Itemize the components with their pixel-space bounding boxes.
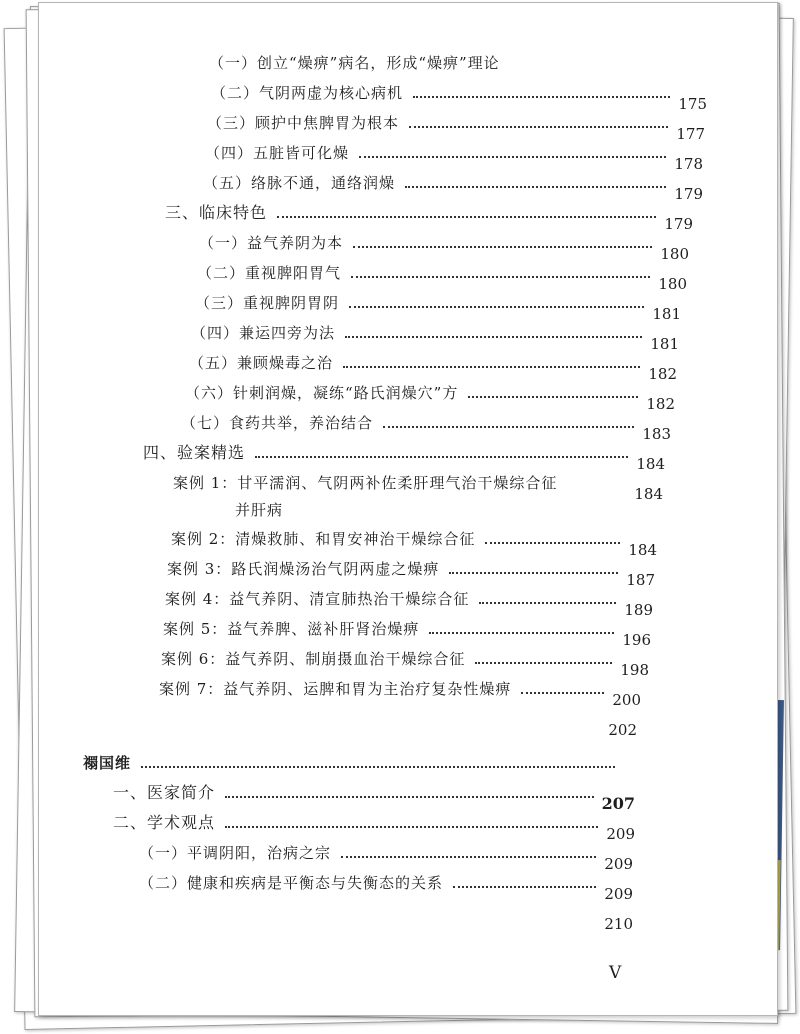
leader-dots [475, 662, 612, 664]
toc-entry-title: （二）气阴两虚为核心病机 [211, 84, 404, 102]
toc-entry-page: 198 [620, 661, 649, 679]
toc-entry-title: （二）健康和疾病是平衡态与失衡态的关系 [139, 874, 444, 892]
toc-entry-page: 181 [650, 335, 679, 353]
leader-dots [485, 542, 620, 544]
toc-entry-case [173, 469, 663, 503]
toc-entry-title: 案例 5：益气养脾、滋补肝肾治燥痹 [163, 620, 420, 638]
toc-entry-title: 四、验案精选 [143, 443, 246, 462]
toc-entry [185, 379, 675, 413]
leader-dots [255, 456, 628, 458]
leader-dots [351, 276, 650, 278]
leader-dots [359, 156, 666, 158]
table-of-contents [39, 3, 777, 1015]
toc-entry-page-only [139, 899, 633, 933]
toc-entry-title: （三）重视脾阴胃阴 [195, 294, 340, 312]
leader-dots [353, 246, 652, 248]
leader-dots [413, 96, 670, 98]
toc-entry-title: （一）平调阴阳，治病之宗 [139, 844, 332, 862]
toc-entry-title: 一、医家简介 [113, 783, 216, 802]
toc-entry-page: 180 [660, 245, 689, 263]
toc-entry-title: （四）五脏皆可化燥 [205, 144, 350, 162]
leader-dots [479, 602, 616, 604]
toc-entry [189, 349, 677, 383]
toc-entry-title: （五）络脉不通，通络润燥 [203, 174, 396, 192]
toc-entry-title: （四）兼运四旁为法 [191, 324, 336, 342]
toc-entry [139, 869, 633, 903]
leader-dots [349, 306, 644, 308]
toc-entry-title: （五）兼顾燥毒之治 [189, 354, 334, 372]
toc-entry [209, 49, 709, 73]
toc-entry-page: 178 [674, 155, 703, 173]
book-page [38, 2, 778, 1016]
toc-entry-page: 182 [646, 395, 675, 413]
leader-dots [521, 692, 604, 694]
toc-entry-title: 三、临床特色 [165, 203, 268, 222]
leader-dots [409, 126, 668, 128]
toc-entry-page: 202 [608, 721, 637, 739]
leader-dots [141, 766, 615, 768]
toc-entry [195, 289, 681, 323]
page-folio: V [609, 963, 622, 983]
toc-entry [197, 259, 687, 293]
toc-entry-case-page [159, 705, 637, 739]
toc-entry-case [167, 555, 655, 589]
toc-entry [181, 409, 671, 443]
toc-entry-page: 179 [674, 185, 703, 203]
toc-entry-case [159, 675, 641, 709]
toc-entry-section [143, 439, 665, 473]
toc-entry-page: 180 [658, 275, 687, 293]
leader-dots [468, 396, 638, 398]
toc-entry-page: 182 [648, 365, 677, 383]
toc-entry-title: 案例 2：清燥救肺、和胃安神治干燥综合征 [171, 530, 476, 548]
toc-entry-case [161, 645, 649, 679]
toc-entry [139, 839, 633, 873]
toc-entry-page: 209 [604, 885, 633, 903]
toc-entry-page: 181 [652, 305, 681, 323]
toc-entry-title: 案例 6：益气养阴、制崩摄血治干燥综合征 [161, 650, 466, 668]
toc-entry-title: （二）重视脾阳胃气 [197, 264, 342, 282]
leader-dots [343, 366, 640, 368]
toc-entry-page: 209 [606, 825, 635, 843]
leader-dots [277, 216, 656, 218]
toc-entry-page: 187 [626, 571, 655, 589]
toc-entry-case [163, 615, 651, 649]
toc-entry-page: 184 [634, 485, 663, 503]
toc-entry-page: 200 [612, 691, 641, 709]
toc-entry-page: 179 [664, 215, 693, 233]
toc-entry-section [113, 809, 635, 843]
leader-dots [429, 632, 614, 634]
leader-dots [449, 572, 618, 574]
toc-entry [207, 109, 705, 143]
toc-entry-title: 二、学术观点 [113, 813, 216, 832]
toc-entry-title: （一）益气养阴为本 [199, 234, 344, 252]
toc-entry-case [171, 525, 657, 559]
toc-entry-page: 189 [624, 601, 653, 619]
leader-dots [225, 826, 598, 828]
toc-entry-page: 183 [642, 425, 671, 443]
toc-entry-page: 207 [601, 794, 635, 813]
toc-entry-title: 案例 4：益气养阴、清宣肺热治干燥综合征 [165, 590, 470, 608]
toc-entry-physician [83, 749, 623, 773]
leader-dots [383, 426, 634, 428]
toc-entry [203, 169, 703, 203]
toc-entry-title: （六）针刺润燥，凝练“路氏润燥穴”方 [185, 384, 459, 402]
toc-entry-title: 案例 1：甘平濡润、气阴两补佐柔肝理气治干燥综合征 [173, 474, 558, 492]
toc-entry-page: 184 [636, 455, 665, 473]
toc-entry-title: 禤国维 [83, 754, 132, 772]
toc-entry-title: （三）顾护中焦脾胃为根本 [207, 114, 400, 132]
leader-dots [341, 856, 596, 858]
toc-entry-continuation: 并肝病 [235, 501, 284, 519]
toc-entry-page: 209 [604, 855, 633, 873]
toc-entry-title: 案例 7：益气养阴、运脾和胃为主治疗复杂性燥痹 [159, 680, 512, 698]
leader-dots [345, 336, 642, 338]
toc-entry-title: （一）创立“燥痹”病名，形成“燥痹”理论 [209, 54, 500, 72]
leader-dots [453, 886, 596, 888]
toc-entry-section [113, 779, 635, 813]
toc-entry-page: 177 [676, 125, 705, 143]
leader-dots [405, 186, 666, 188]
leader-dots [225, 796, 594, 798]
toc-entry-page: 196 [622, 631, 651, 649]
toc-entry-page: 175 [678, 95, 707, 113]
toc-entry-section [165, 199, 693, 233]
toc-entry [211, 79, 707, 113]
toc-entry-case [165, 585, 653, 619]
toc-entry-page: 184 [628, 541, 657, 559]
toc-entry [199, 229, 689, 263]
toc-entry [205, 139, 703, 173]
toc-entry [191, 319, 679, 353]
toc-entry-page: 210 [604, 915, 633, 933]
toc-entry-title: 案例 3：路氏润燥汤治气阴两虚之燥痹 [167, 560, 440, 578]
toc-entry-title: （七）食药共举，养治结合 [181, 414, 374, 432]
